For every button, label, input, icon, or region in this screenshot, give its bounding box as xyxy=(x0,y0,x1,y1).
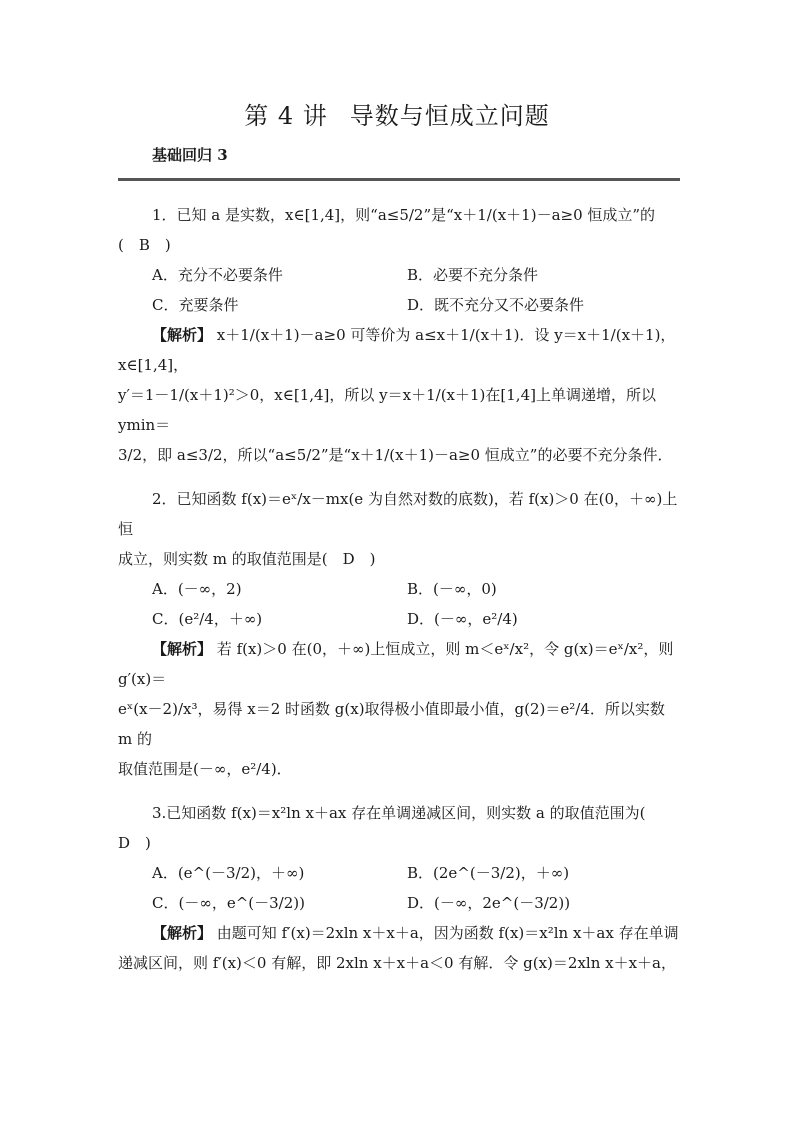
q1-analysis-text-1: x＋1/(x＋1)－a≥0 可等价为 a≤x＋1/(x＋1)．设 y＝x＋1/(x＋1)，x∈[1,4]， xyxy=(118,326,676,374)
q3-option-b: B．(2e^(－3/2)，＋∞) xyxy=(407,864,570,882)
q2-option-d: D．(－∞，e²/4) xyxy=(407,610,518,628)
title-lecture: 第 4 讲 xyxy=(244,102,328,130)
q3-options-row-2 xyxy=(118,888,680,918)
divider xyxy=(118,178,680,181)
title-topic: 导数与恒成立问题 xyxy=(349,102,550,130)
q3-analysis-text-1: 由题可知 f′(x)＝2xln x＋x＋a，因为函数 f(x)＝x²ln x＋ax 存在单调 xyxy=(216,924,679,942)
q1-analysis-label: 【解析】 xyxy=(152,326,213,344)
q3-option-a: A．(e^(－3/2)，＋∞) xyxy=(152,864,305,882)
page-title xyxy=(0,96,794,131)
q1-option-a: A．充分不必要条件 xyxy=(152,266,283,284)
document-body xyxy=(118,200,680,978)
q1-option-d: D．既不充分又不必要条件 xyxy=(407,296,585,314)
q2-analysis-text-1: 若 f(x)＞0 在(0，＋∞)上恒成立，则 m＜eˣ/x²，令 g(x)＝eˣ/x²，则 g′(x)＝ xyxy=(118,640,674,688)
q3-analysis-1 xyxy=(118,918,680,948)
q3-analysis-2: 递减区间，则 f′(x)＜0 有解，即 2xln x＋x＋a＜0 有解．令 g(x)＝2xln x＋x＋a， xyxy=(118,954,676,972)
q2-option-a: A．(－∞，2) xyxy=(152,580,242,598)
q1-option-c: C．充要条件 xyxy=(152,296,239,314)
q2-option-c: C．(e²/4，＋∞) xyxy=(152,610,263,628)
q3-analysis-label: 【解析】 xyxy=(152,924,213,942)
q1-options-row-1 xyxy=(118,260,680,290)
q1-analysis-1 xyxy=(118,320,680,380)
q2-stem-1: 2．已知函数 f(x)＝eˣ/x－mx(e 为自然对数的底数)，若 f(x)＞0 在(0，＋∞)上恒 xyxy=(118,490,678,538)
q1-option-b: B．必要不充分条件 xyxy=(407,266,539,284)
q2-options-row-2 xyxy=(118,604,680,634)
question-1 xyxy=(118,200,680,470)
q2-options-row-1 xyxy=(118,574,680,604)
q3-option-c: C．(－∞，e^(－3/2)) xyxy=(152,894,305,912)
q1-stem: 1．已知 a 是实数，x∈[1,4]，则“a≤5/2”是“x＋1/(x＋1)－a≥0 恒成立”的 xyxy=(152,206,656,224)
q2-analysis-2: eˣ(x－2)/x³，易得 x＝2 时函数 g(x)取得极小值即最小值，g(2)＝e²/4．所以实数 m 的 xyxy=(118,700,665,748)
question-2 xyxy=(118,484,680,784)
q2-stem-2: 成立，则实数 m 的取值范围是( D ) xyxy=(118,550,376,568)
q1-analysis-3: 3/2，即 a≤3/2，所以“a≤5/2”是“x＋1/(x＋1)－a≥0 恒成立”的必要不充分条件． xyxy=(118,446,673,464)
q1-answer: ( B ) xyxy=(118,236,171,254)
q1-analysis-2: y′＝1－1/(x＋1)²＞0，x∈[1,4]，所以 y＝x＋1/(x＋1)在[1,4]上单调递增，所以 ymin＝ xyxy=(118,386,656,434)
q3-stem: 3.已知函数 f(x)＝x²ln x＋ax 存在单调递减区间，则实数 a 的取值范围为( D ) xyxy=(118,804,661,852)
q3-options-row-1 xyxy=(118,858,680,888)
section-heading: 基础回归 3 xyxy=(152,146,228,164)
q2-analysis-3: 取值范围是(－∞，e²/4)． xyxy=(118,760,292,778)
q3-option-d: D．(－∞，2e^(－3/2)) xyxy=(407,894,571,912)
q1-options-row-2 xyxy=(118,290,680,320)
question-3 xyxy=(118,798,680,978)
q2-option-b: B．(－∞，0) xyxy=(407,580,497,598)
q2-analysis-label: 【解析】 xyxy=(152,640,213,658)
q2-analysis-1 xyxy=(118,634,680,694)
